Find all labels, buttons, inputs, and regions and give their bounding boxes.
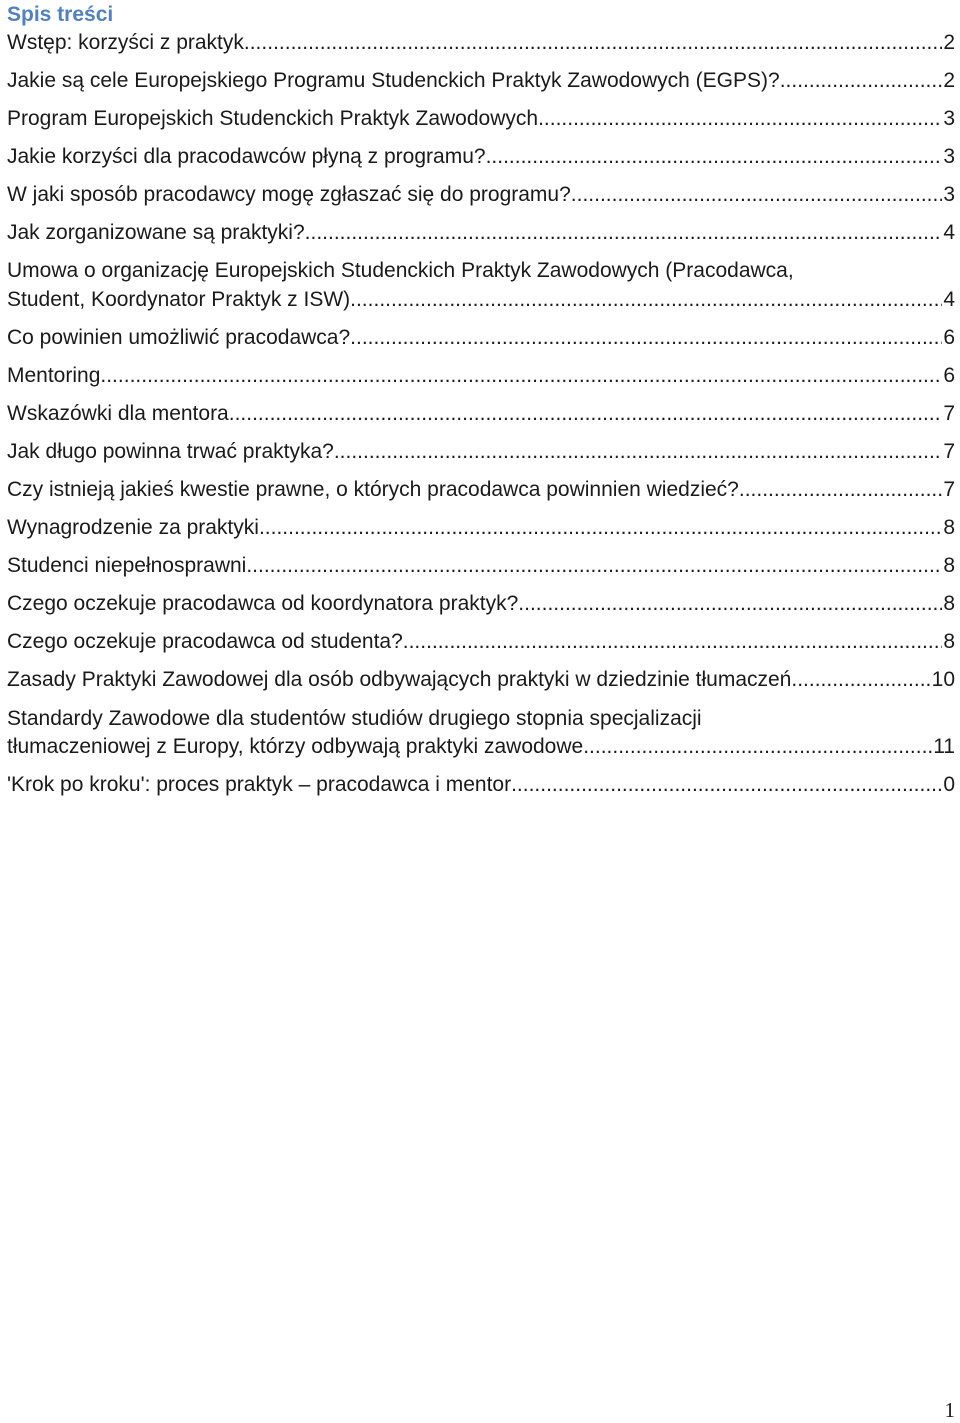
toc-page-number: 7 <box>943 440 955 463</box>
toc-entry-jak-dlugo[interactable] <box>7 438 955 466</box>
toc-entry-krok-po-kroku[interactable] <box>7 771 955 799</box>
toc-dot-leader <box>583 733 932 761</box>
toc-page-number: 11 <box>933 735 955 758</box>
toc-dot-leader <box>538 105 942 133</box>
toc-entry-text: 'Krok po kroku': proces praktyk – pracodawca i mentor <box>7 773 512 796</box>
toc-entry-oczekiwania-koordynator[interactable] <box>7 590 955 618</box>
toc-entry-text: Jakie są cele Europejskiego Programu Studenckich Praktyk Zawodowych (EGPS)? <box>7 69 780 92</box>
toc-page-number: 10 <box>931 668 955 691</box>
toc-dot-leader <box>229 400 943 428</box>
toc-entry-niepelnosprawni[interactable] <box>7 552 955 580</box>
page-number: 1 <box>944 1398 955 1422</box>
toc-entry-wskazowki[interactable] <box>7 400 955 428</box>
toc-dot-leader <box>780 67 943 95</box>
toc-page-number: 8 <box>943 630 955 653</box>
toc-entry-text: Jak długo powinna trwać praktyka? <box>7 440 334 463</box>
toc-entry-wynagrodzenie[interactable] <box>7 514 955 542</box>
toc-dot-leader <box>739 476 942 504</box>
toc-entry-text: Wstęp: korzyści z praktyk <box>7 31 244 54</box>
toc-page-number: 3 <box>943 107 955 130</box>
toc-entry-text: W jaki sposób pracodawcy mogę zgłaszać się do programu? <box>7 183 571 206</box>
toc-page-number: 8 <box>943 554 955 577</box>
toc-dot-leader <box>350 286 942 314</box>
toc-entry-text: Co powinien umożliwić pracodawca? <box>7 326 351 349</box>
toc-dot-leader <box>334 438 942 466</box>
toc-entry-text: Wynagrodzenie za praktyki <box>7 516 259 539</box>
toc-entry-text: Mentoring <box>7 364 101 387</box>
toc-entry-text: Czego oczekuje pracodawca od koordynatora praktyk? <box>7 592 519 615</box>
toc-entry-organizacja[interactable] <box>7 219 955 247</box>
toc-dot-leader <box>244 29 942 57</box>
toc-entry-wstep[interactable] <box>7 29 955 57</box>
toc-page-number: 8 <box>943 592 955 615</box>
toc-entry-cele-egps[interactable] <box>7 67 955 95</box>
toc-entry-text: Wskazówki dla mentora <box>7 402 229 425</box>
toc-dot-leader <box>403 628 943 656</box>
toc-dot-leader <box>486 143 943 171</box>
toc-dot-leader <box>571 181 943 209</box>
toc-entry-text: Czego oczekuje pracodawca od studenta? <box>7 630 403 653</box>
toc-page-number: 3 <box>943 183 955 206</box>
toc-entry-first-line: Standardy Zawodowe dla studentów studiów drugiego stopnia specjalizacji <box>7 707 702 730</box>
toc-dot-leader <box>246 552 942 580</box>
toc-page-number: 3 <box>943 145 955 168</box>
toc-page-number: 4 <box>943 221 955 244</box>
toc-entry-text: Program Europejskich Studenckich Praktyk Zawodowych <box>7 107 539 130</box>
toc-dot-leader <box>100 362 942 390</box>
toc-dot-leader <box>797 666 930 694</box>
toc-entry-umozliwic[interactable] <box>7 324 955 352</box>
toc-entry-text: Czy istnieją jakieś kwestie prawne, o których pracodawca powinnien wiedzieć? <box>7 478 739 501</box>
toc-entry-mentoring[interactable] <box>7 362 955 390</box>
toc-dot-leader <box>350 324 942 352</box>
toc-page-number: 2 <box>943 69 955 92</box>
toc-page-number: 6 <box>943 364 955 387</box>
toc-entry-zasady-tlumaczen[interactable] <box>7 666 955 694</box>
toc-entry-text: Studenci niepełnosprawni <box>7 554 247 577</box>
toc-page-number: 7 <box>943 478 955 501</box>
toc-page-number: 4 <box>943 288 955 311</box>
toc-dot-leader <box>259 514 942 542</box>
toc-page-number: 2 <box>943 31 955 54</box>
toc-entry-kwestie-prawne[interactable] <box>7 476 955 504</box>
toc-entry-text: Jakie korzyści dla pracodawców płyną z programu? <box>7 145 486 168</box>
toc-page-number: 7 <box>943 402 955 425</box>
toc-entry-text: Zasady Praktyki Zawodowej dla osób odbywających praktyki w dziedzinie tłumaczeń. <box>7 668 798 691</box>
toc-page-number: 0 <box>943 773 955 796</box>
toc-page-number: 6 <box>943 326 955 349</box>
toc-entry-program[interactable] <box>7 105 955 133</box>
toc-page-number: 8 <box>943 516 955 539</box>
toc-entry-zglaszanie[interactable] <box>7 181 955 209</box>
toc-entry-standardy[interactable] <box>7 705 955 761</box>
toc-entry-text: tłumaczeniowej z Europy, którzy odbywają praktyki zawodowe <box>7 735 584 758</box>
toc-entry-first-line: Umowa o organizację Europejskich Studenckich Praktyk Zawodowych (Pracodawca, <box>7 259 794 282</box>
toc-entry-text: Student, Koordynator Praktyk z ISW) <box>7 288 351 311</box>
toc-dot-leader <box>305 219 943 247</box>
toc-title: Spis treści <box>7 3 114 26</box>
toc-dot-leader <box>511 771 942 799</box>
toc-dot-leader <box>518 590 942 618</box>
toc-entry-text: Jak zorganizowane są praktyki? <box>7 221 305 244</box>
toc-entry-umowa[interactable] <box>7 257 955 314</box>
toc-entry-korzysci-pracodawcow[interactable] <box>7 143 955 171</box>
toc-entry-oczekiwania-student[interactable] <box>7 628 955 656</box>
